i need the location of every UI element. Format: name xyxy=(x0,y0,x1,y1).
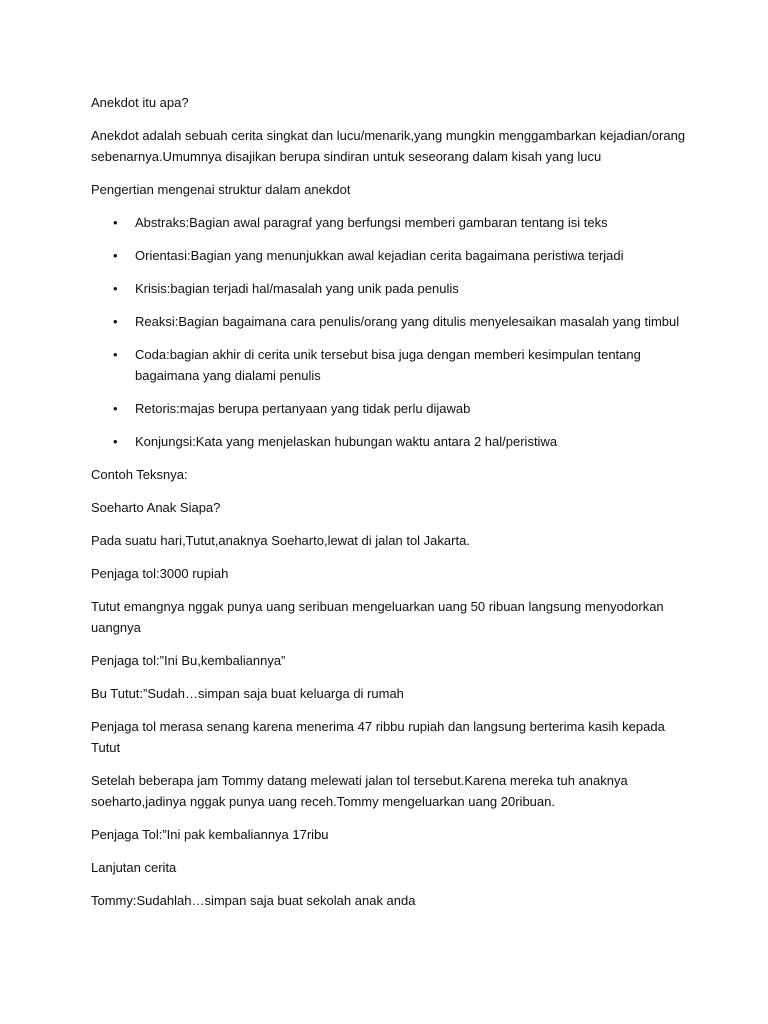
story-paragraph: Lanjutan cerita xyxy=(91,860,177,875)
story-paragraph: Setelah beberapa jam Tommy datang melewati jalan tol tersebut.Karena mereka tuh anaknya soeharto,jadinya nggak punya uang receh.Tommy mengeluarkan uang 20ribuan. xyxy=(91,773,628,809)
list-item xyxy=(91,278,691,299)
list-item xyxy=(91,245,691,266)
structure-item-konjungsi: Konjungsi:Kata yang menjelaskan hubungan waktu antara 2 hal/peristiwa xyxy=(135,434,558,449)
bullet-icon: • xyxy=(113,401,118,416)
structure-item-krisis: Krisis:bagian terjadi hal/masalah yang unik pada penulis xyxy=(135,281,459,296)
heading-question: Anekdot itu apa? xyxy=(91,95,189,110)
bullet-icon: • xyxy=(113,281,118,296)
list-item xyxy=(91,344,691,386)
story-paragraph: Bu Tutut:”Sudah…simpan saja buat keluarga di rumah xyxy=(91,686,404,701)
bullet-icon: • xyxy=(113,248,118,263)
list-item xyxy=(91,212,691,233)
story-paragraph: Tommy:Sudahlah…simpan saja buat sekolah anak anda xyxy=(91,893,416,908)
story-paragraph: Penjaga tol merasa senang karena menerima 47 ribbu rupiah dan langsung berterima kasih kepada Tutut xyxy=(91,719,665,755)
definition-paragraph: Anekdot adalah sebuah cerita singkat dan lucu/menarik,yang mungkin menggambarkan kejadian/orang sebenarnya.Umumnya disajikan berupa sindiran untuk seseorang dalam kisah yang lucu xyxy=(91,128,686,164)
structure-item-coda: Coda:bagian akhir di cerita unik tersebut bisa juga dengan memberi kesimpulan tentang bagaimana yang dialami penulis xyxy=(135,347,641,383)
document-page xyxy=(91,92,691,923)
list-item xyxy=(91,311,691,332)
bullet-icon: • xyxy=(113,434,118,449)
structure-list xyxy=(91,212,691,452)
structure-heading: Pengertian mengenai struktur dalam anekdot xyxy=(91,182,351,197)
list-item xyxy=(91,431,691,452)
example-heading: Contoh Teksnya: xyxy=(91,467,188,482)
story-title: Soeharto Anak Siapa? xyxy=(91,500,221,515)
bullet-icon: • xyxy=(113,347,118,362)
story-paragraph: Penjaga tol:”Ini Bu,kembaliannya” xyxy=(91,653,286,668)
structure-item-orientasi: Orientasi:Bagian yang menunjukkan awal kejadian cerita bagaimana peristiwa terjadi xyxy=(135,248,624,263)
story-paragraph: Penjaga tol:3000 rupiah xyxy=(91,566,229,581)
story-paragraph: Penjaga Tol:”Ini pak kembaliannya 17ribu xyxy=(91,827,329,842)
story-paragraph: Tutut emangnya nggak punya uang seribuan mengeluarkan uang 50 ribuan langsung menyodorkan uangnya xyxy=(91,599,664,635)
structure-item-retoris: Retoris:majas berupa pertanyaan yang tidak perlu dijawab xyxy=(135,401,471,416)
story-paragraph: Pada suatu hari,Tutut,anaknya Soeharto,lewat di jalan tol Jakarta. xyxy=(91,533,470,548)
structure-item-abstraks: Abstraks:Bagian awal paragraf yang berfungsi memberi gambaran tentang isi teks xyxy=(135,215,608,230)
bullet-icon: • xyxy=(113,314,118,329)
bullet-icon: • xyxy=(113,215,118,230)
structure-item-reaksi: Reaksi:Bagian bagaimana cara penulis/orang yang ditulis menyelesaikan masalah yang timbul xyxy=(135,314,680,329)
list-item xyxy=(91,398,691,419)
